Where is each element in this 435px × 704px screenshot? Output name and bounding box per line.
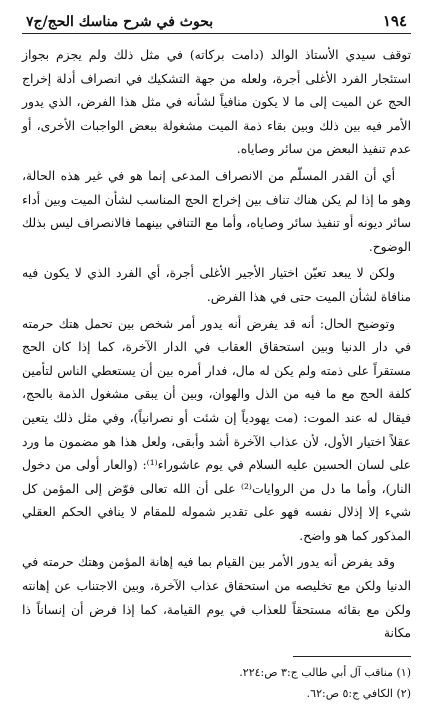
running-title: بحوث في شرح مناسك الحج/ج٧ <box>26 14 214 30</box>
paragraph: ولكن لا يبعد تعيّن اختيار الأجير الأغلى أجرة، أي الفرد الذي لا يكون فيه منافاة لشأن الميت حتى في هذا الفرض. <box>22 266 411 304</box>
footnotes <box>22 662 411 704</box>
document-page <box>22 12 411 700</box>
page-header <box>22 12 411 34</box>
paragraph: وقد يفرض أنه يدور الأمر بين القيام بما فيه إهانة المؤمن وهتك حرمته في الدنيا ولكن مع تخليصه من استحقاق عذاب الآخرة، وبين الاجتناب عن إهانته ولكن مع بقائه مستحقاً للعذاب في يوم القيامة، كما إذا فرض أن إنساناً ذا مكانة <box>22 555 411 641</box>
footnote-divider <box>293 656 411 657</box>
footnote-2: (٢) الكافي ج:٥ ص:٦٢. <box>306 686 411 700</box>
paragraph: وتوضيح الحال: أنه قد يفرض أنه يدور أمر شخص بين تحمل هتك حرمته في دار الدنيا وبين استحقاق العقاب في الدار الآخرة، كما إذا كان الحج مستقراً على ذمته ولم يكن له مال، فدار أمره بين أن يستعطي الناس لتأمين كلفة الحج مع ما فيه من الذل والهوان، وبين أن يبقى مشغول الذمة بالحج، فيقال له عند الموت: (مت يهودياً إن شئت أو نصرانياً)، وفي مثل ذلك يتعين عقلاً اختيار الأول، لأن عذاب الآخرة أشد وأبقى، ولعل هذا هو مضمون ما ورد على لسان الحسين عليه السلام في يوم عاشوراء⁽¹⁾: (والعار أولى من دخول النار)، وأما ما دل من الروايات⁽²⁾ على أن الله تعالى فوّض إلى المؤمن كل شيء إلا إذلال نفسه فهو على تقدير شموله للمقام لا ينافي الحكم العقلي المذكور كما هو واضح. <box>22 316 411 543</box>
footnote-1: (١) مناقب آل أبي طالب ج:٣ ص:٢٢٤. <box>239 665 411 679</box>
paragraph: توقف سيدي الأستاذ الوالد (دامت بركاته) في مثل ذلك ولم يجزم بجواز استئجار الفرد الأغلى أجرة، ولعله من جهة التشكيك في انصراف أدلة إخراج الحج عن الميت إلى ما لا يكون منافياً لشأنه في مثل هذا الفرض، الذي يدور الأمر فيه بين ذلك وبين بقاء ذمة الميت مشغولة ببعض الواجبات الأخرى، أو عدم تنفيذ البعض من سائر وصاياه. <box>22 48 411 157</box>
page-number: ١٩٤ <box>382 12 407 30</box>
paragraph: أي أن القدر المسلّم من الانصراف المدعى إنما هو في غير هذه الحالة، وهو ما إذا لم يكن هناك تناف بين إخراج الحج المناسب لشأن الميت وبين أداء سائر ديونه أو تنفيذ سائر وصاياه، وأما مع التنافي بينهما فالانصراف ليس بذلك الوضوح. <box>22 168 411 254</box>
body-text <box>22 44 411 646</box>
